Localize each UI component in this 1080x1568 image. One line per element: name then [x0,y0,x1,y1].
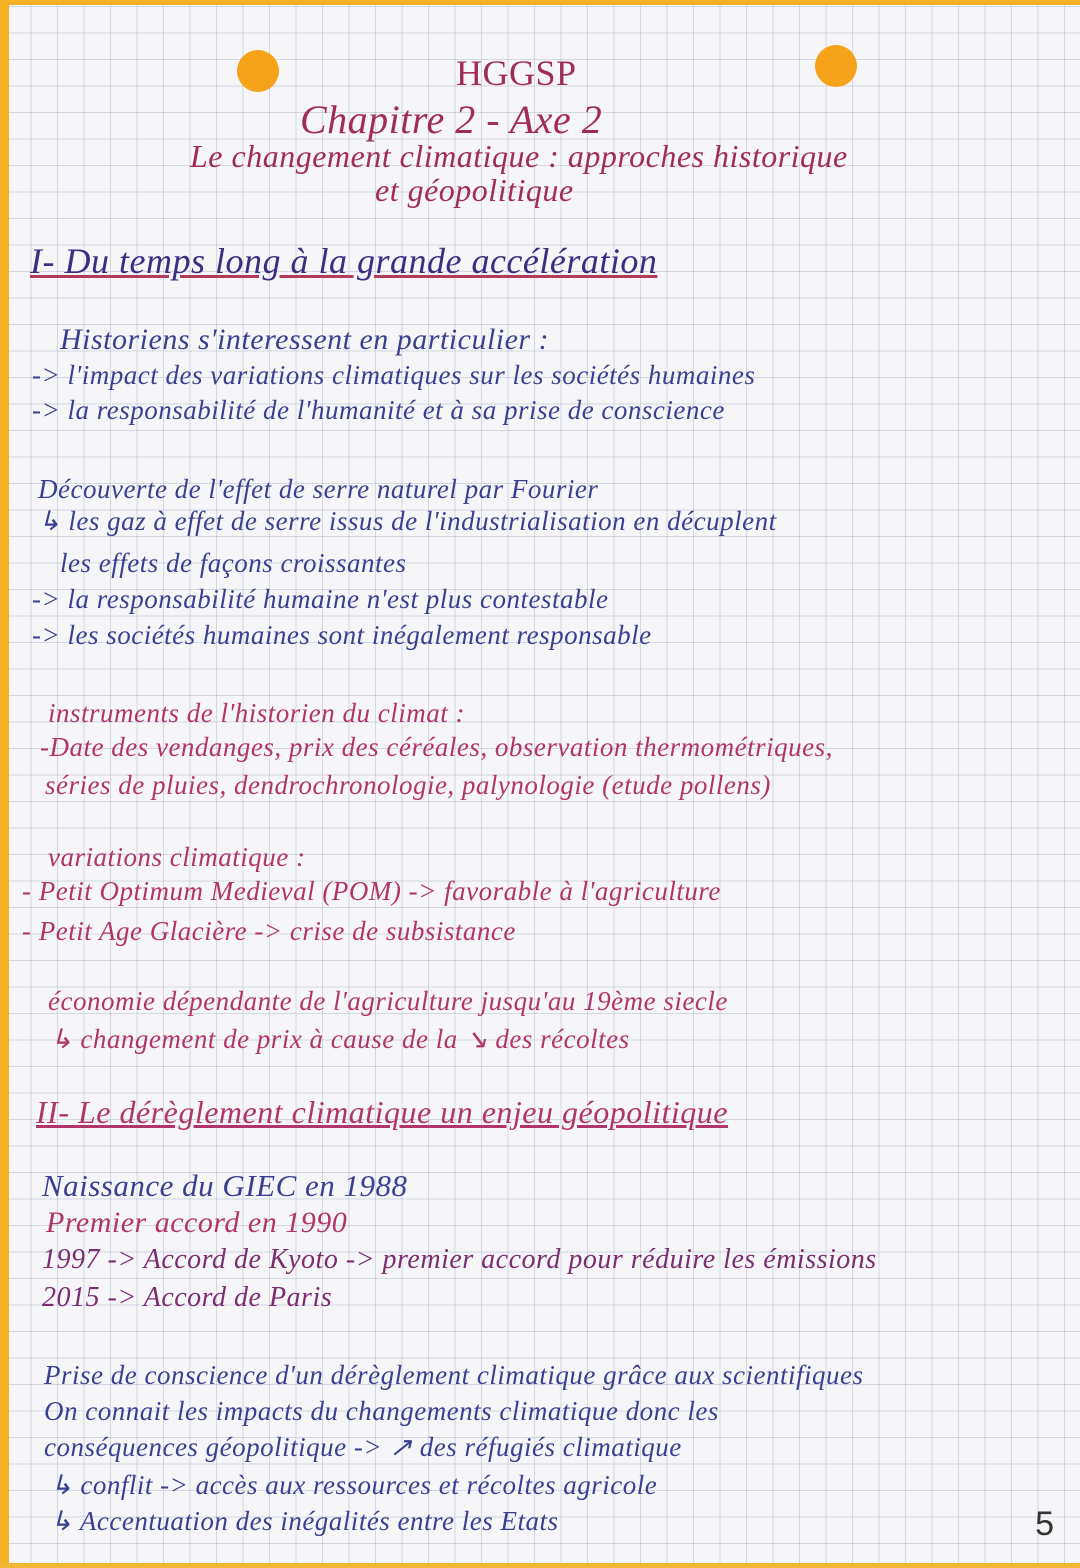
page-title-line2: et géopolitique [375,172,574,208]
punch-hole-left [237,50,279,92]
text-line: ↳ changement de prix à cause de la ↘ des récoltes [50,1024,630,1054]
text-line: -> l'impact des variations climatiques sur les sociétés humaines [32,360,756,390]
text-line: 1997 -> Accord de Kyoto -> premier accord pour réduire les émissions [42,1244,877,1275]
page-edge-left [0,0,9,1568]
chapter-title: Chapitre 2 - Axe 2 [300,97,603,142]
section2-heading: II- Le dérèglement climatique un enjeu géopolitique [36,1094,728,1130]
text-line: -> la responsabilité humaine n'est plus contestable [32,584,609,614]
text-line: instruments de l'historien du climat : [48,698,465,728]
text-line: Historiens s'interessent en particulier : [60,323,550,356]
section1-heading: I- Du temps long à la grande accélération [30,241,658,281]
page-title-line1: Le changement climatique : approches historique [190,138,848,174]
text-line: ↳ conflit -> accès aux ressources et récoltes agricole [50,1470,658,1500]
text-line: les effets de façons croissantes [60,548,407,578]
text-line: 2015 -> Accord de Paris [42,1282,333,1313]
page-number: 5 [1035,1505,1054,1543]
text-line: -Date des vendanges, prix des céréales, observation thermométriques, [40,732,833,762]
text-line: -> la responsabilité de l'humanité et à sa prise de conscience [32,395,725,425]
subject-title: HGGSP [456,53,577,93]
text-line: - Petit Age Glacière -> crise de subsistance [22,916,516,946]
page-edge-bottom [0,1563,1080,1568]
text-line: Premier accord en 1990 [46,1206,348,1239]
text-line: conséquences géopolitique -> ↗ des réfugiés climatique [44,1432,682,1462]
text-line: ↳ les gaz à effet de serre issus de l'industrialisation en décuplent [38,506,777,536]
punch-hole-right [815,45,857,87]
text-line: -> les sociétés humaines sont inégalement responsable [32,620,652,650]
text-line: variations climatique : [48,842,306,872]
page-edge-top [0,0,1080,5]
text-line: séries de pluies, dendrochronologie, palynologie (etude pollens) [45,770,771,800]
text-line: ↳ Accentuation des inégalités entre les Etats [50,1506,559,1536]
text-line: - Petit Optimum Medieval (POM) -> favorable à l'agriculture [22,876,721,906]
text-line: Naissance du GIEC en 1988 [42,1168,408,1203]
text-line: On connait les impacts du changements climatique donc les [44,1396,719,1426]
text-line: économie dépendante de l'agriculture jusqu'au 19ème siecle [48,986,728,1016]
text-line: Découverte de l'effet de serre naturel par Fourier [38,474,599,504]
text-line: Prise de conscience d'un dérèglement climatique grâce aux scientifiques [44,1360,864,1390]
